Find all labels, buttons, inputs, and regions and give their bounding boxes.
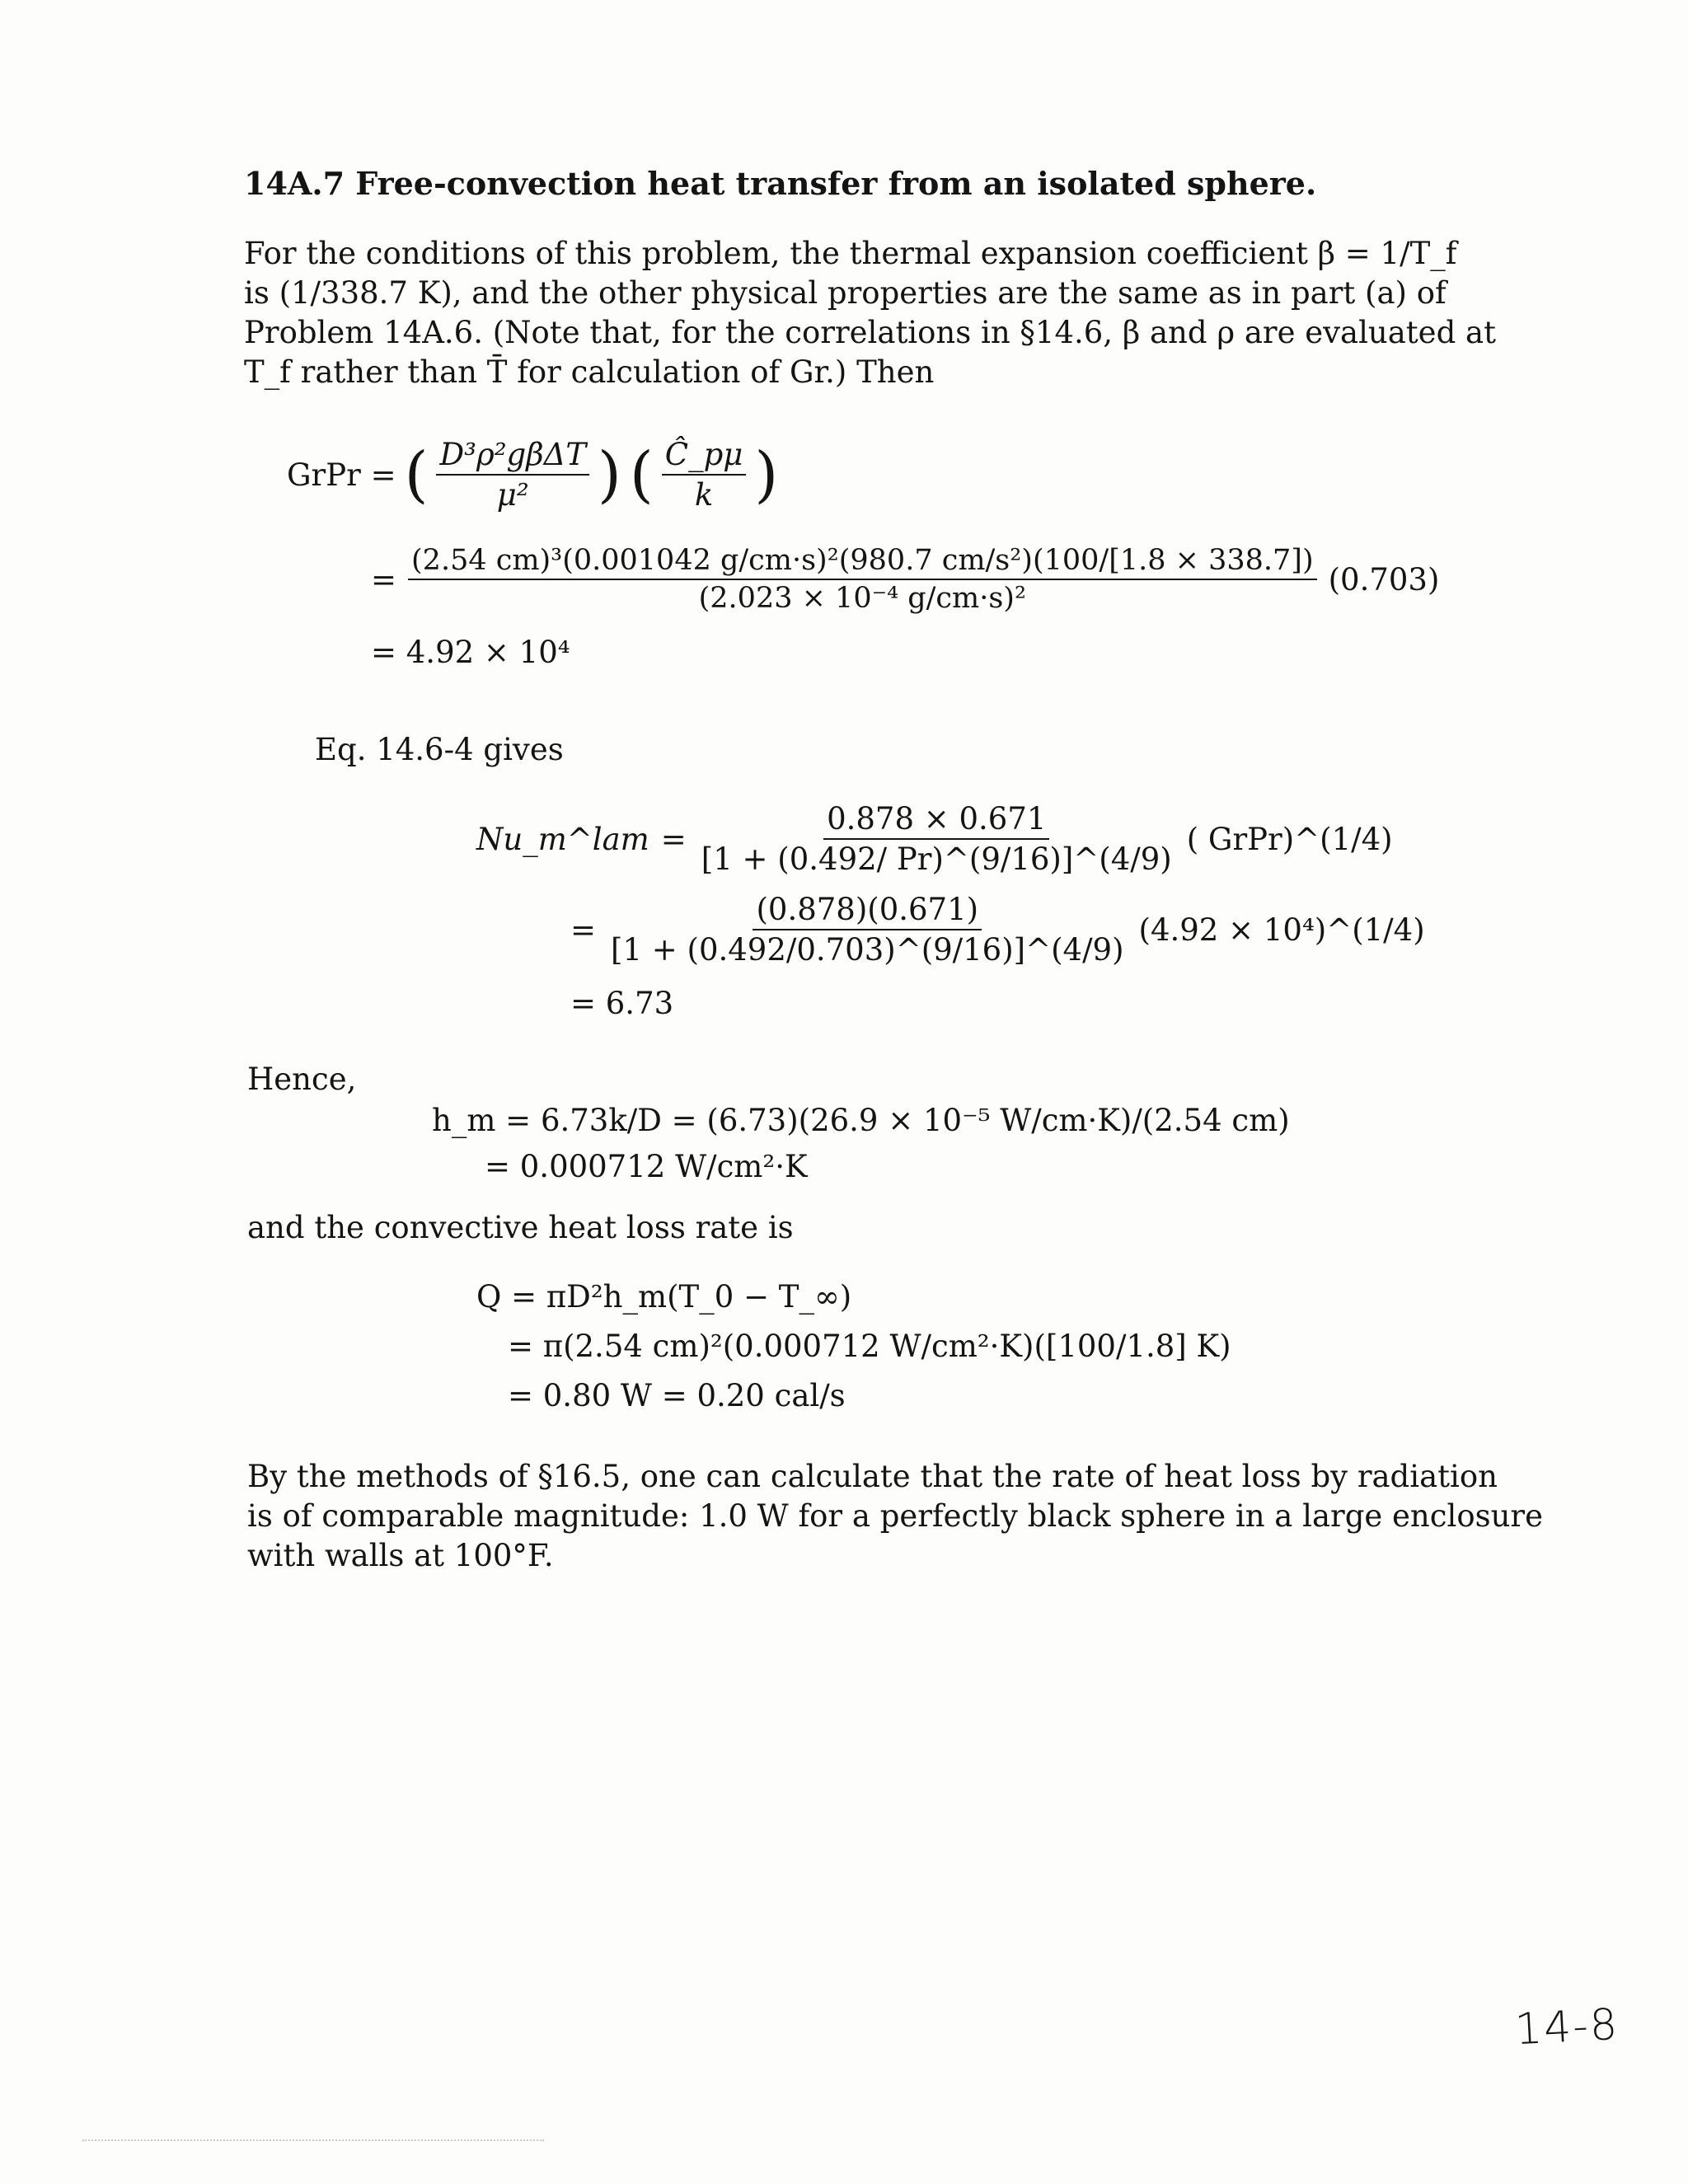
nusselt-line1 xyxy=(476,801,1393,877)
hm-line-2: = 0.000712 W/cm²·K xyxy=(485,1149,808,1184)
right-paren: ) xyxy=(598,439,621,510)
closing-line-1: By the methods of §16.5, one can calculate that the rate of heat loss by radiation xyxy=(247,1459,1498,1494)
intro-line-1-text: For the conditions of this problem, the thermal expansion coefficient β = 1/T_f xyxy=(244,236,1457,271)
grpr-line2-factor: (0.703) xyxy=(1328,561,1440,598)
nusselt-lhs: Nu_m^lam xyxy=(476,821,649,857)
grpr-line2-denominator: (2.023 × 10⁻⁴ g/cm·s)² xyxy=(698,582,1026,615)
q-line-2: = π(2.54 cm)²(0.000712 W/cm²·K)([100/1.8] K) xyxy=(508,1329,1231,1364)
equation-reference: Eq. 14.6-4 gives xyxy=(315,732,564,767)
nusselt-line2 xyxy=(570,892,1425,968)
grpr-frac2-denominator: k xyxy=(694,477,714,513)
nusselt-result: = 6.73 xyxy=(570,986,674,1021)
page-number: 14-8 xyxy=(1513,1999,1620,2055)
equals-sign: = xyxy=(660,821,687,857)
nusselt-num2: (0.878)(0.671) xyxy=(753,892,982,930)
nusselt-den2: [1 + (0.492/0.703)^(9/16)]^(4/9) xyxy=(611,932,1124,968)
q-line-3: = 0.80 W = 0.20 cal/s xyxy=(508,1378,846,1413)
nusselt-fraction-2 xyxy=(607,892,1128,968)
equals-sign: = xyxy=(570,912,597,948)
hm-line-1: h_m = 6.73k/D = (6.73)(26.9 × 10⁻⁵ W/cm·K)/(2.54 cm) xyxy=(432,1103,1290,1138)
grpr-frac1-numerator: D³ρ²gβΔT xyxy=(436,437,589,476)
hence-label: Hence, xyxy=(247,1062,357,1097)
grpr-result: = 4.92 × 10⁴ xyxy=(371,635,570,670)
grpr-frac2-numerator: Ĉ_pμ xyxy=(662,437,747,476)
nusselt-tail2: (4.92 × 10⁴)^(1/4) xyxy=(1138,912,1425,948)
intro-line-4: T_f rather than T̄ for calculation of Gr.) Then xyxy=(244,354,935,390)
equals-sign: = xyxy=(371,561,397,598)
nusselt-fraction-1 xyxy=(698,801,1175,877)
q-line-1: Q = πD²h_m(T_0 − T_∞) xyxy=(476,1279,852,1315)
grpr-line2-numerator: (2.54 cm)³(0.001042 g/cm·s)²(980.7 cm/s²)(100/[1.8 × 338.7]) xyxy=(408,544,1317,580)
nusselt-tail1: ( GrPr)^(1/4) xyxy=(1186,821,1393,857)
closing-line-2: is of comparable magnitude: 1.0 W for a perfectly black sphere in a large enclosure xyxy=(247,1498,1543,1534)
grpr-fraction-2 xyxy=(662,437,747,513)
intro-line-2: is (1/338.7 K), and the other physical properties are the same as in part (a) of xyxy=(244,275,1447,311)
grpr-lhs: GrPr = xyxy=(287,457,396,493)
intro-line-1 xyxy=(244,234,1456,274)
grpr-numeric-fraction xyxy=(408,544,1317,615)
scan-artifact xyxy=(82,2139,544,2141)
convective-intro: and the convective heat loss rate is xyxy=(247,1210,794,1245)
nusselt-den1: [1 + (0.492/ Pr)^(9/16)]^(4/9) xyxy=(701,841,1172,877)
grpr-frac1-denominator: μ² xyxy=(496,477,529,513)
left-paren: ( xyxy=(629,439,654,510)
grpr-equation-line2 xyxy=(371,544,1439,615)
section-heading: 14A.7 Free-convection heat transfer from an isolated sphere. xyxy=(244,165,1317,202)
closing-line-3: with walls at 100°F. xyxy=(247,1538,554,1573)
intro-line-3: Problem 14A.6. (Note that, for the correlations in §14.6, β and ρ are evaluated at xyxy=(244,315,1496,350)
nusselt-num1: 0.878 × 0.671 xyxy=(823,801,1049,840)
grpr-fraction-1 xyxy=(436,437,589,513)
left-paren: ( xyxy=(404,439,429,510)
right-paren: ) xyxy=(754,439,779,510)
grpr-equation-line1 xyxy=(287,437,778,513)
